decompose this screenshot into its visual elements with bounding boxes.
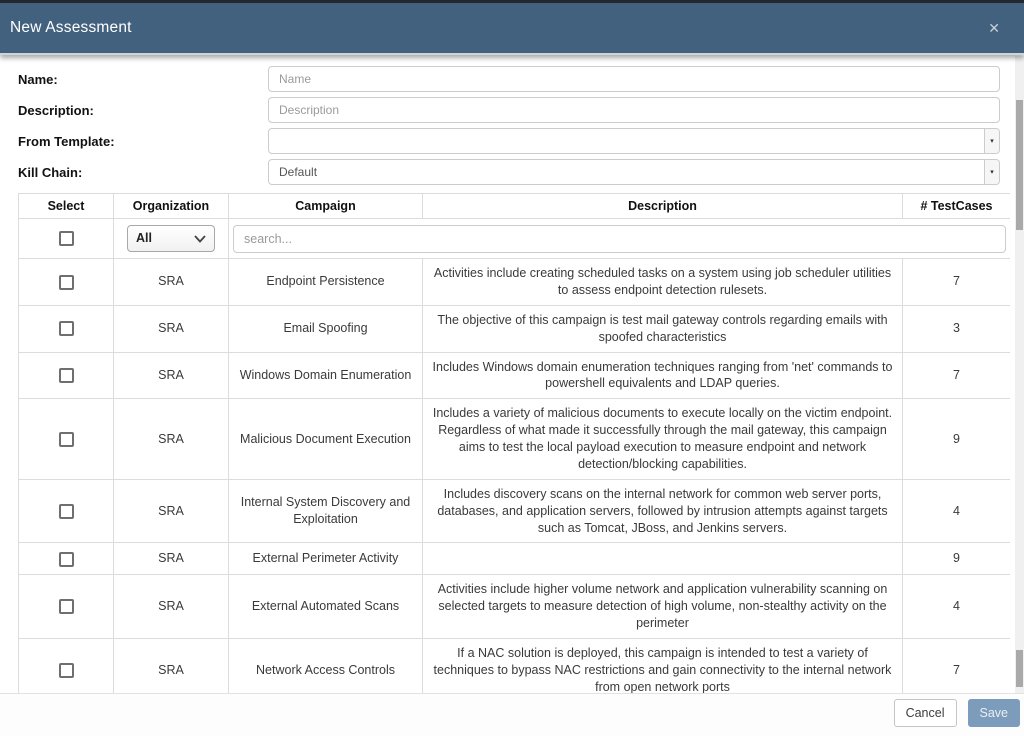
organization-filter-value: All [136,231,152,246]
row-select-cell [19,479,114,543]
row-testcases: 7 [903,259,1011,306]
row-select-checkbox[interactable] [59,275,74,290]
col-header-description: Description [423,194,903,219]
modal-header [0,0,1024,55]
select-all-checkbox[interactable] [59,231,74,246]
row-testcases: 4 [903,575,1011,639]
row-select-checkbox[interactable] [59,432,74,447]
col-header-testcases: # TestCases [903,194,1011,219]
row-organization: SRA [114,399,229,480]
row-organization: SRA [114,352,229,399]
col-header-select: Select [19,194,114,219]
row-select-cell [19,399,114,480]
row-campaign: Network Access Controls [229,639,423,694]
col-header-campaign: Campaign [229,194,423,219]
save-button[interactable]: Save [968,699,1021,727]
chevron-down-icon: ▾ [984,160,999,184]
row-testcases: 3 [903,305,1011,352]
row-description: Activities include higher volume network and application vulnerability scanning on selected targets to measure detection of high volume, non-stealthy activity on the perimeter [423,575,903,639]
row-campaign: External Perimeter Activity [229,543,423,575]
row-select-cell [19,352,114,399]
organization-filter-cell [114,219,229,259]
row-select-cell [19,305,114,352]
row-organization: SRA [114,259,229,306]
from-template-row [18,128,1000,154]
table-row [19,575,1011,639]
chevron-down-icon [194,235,206,243]
assessment-form [18,66,1000,190]
modal-footer [0,693,1024,736]
campaign-table-container [18,193,1010,693]
row-description: If a NAC solution is deployed, this campaign is intended to test a variety of techniques to bypass NAC restrictions and gain connectivity to the internal network from open network ports [423,639,903,694]
row-select-cell [19,575,114,639]
row-testcases: 9 [903,543,1011,575]
kill-chain-select[interactable] [268,159,1000,185]
kill-chain-value: Default [279,165,318,179]
row-campaign: External Automated Scans [229,575,423,639]
row-testcases: 4 [903,479,1011,543]
kill-chain-label: Kill Chain: [18,164,83,180]
row-testcases: 7 [903,352,1011,399]
row-description: Includes discovery scans on the internal network for common web server ports, databases, and application servers, followed by intrusion attempts against targets such as Tomcat, JBoss, and Jenkins servers. [423,479,903,543]
row-organization: SRA [114,479,229,543]
row-organization: SRA [114,575,229,639]
row-organization: SRA [114,543,229,575]
col-header-organization: Organization [114,194,229,219]
row-description: Activities include creating scheduled tasks on a system using job scheduler utilities to assess endpoint detection rulesets. [423,259,903,306]
page-top-strip [0,0,1024,3]
table-row [19,639,1011,694]
modal-title: New Assessment [10,19,132,36]
name-input[interactable] [268,66,1000,92]
table-row [19,259,1011,306]
name-label: Name: [18,71,58,87]
description-row [18,97,1000,123]
row-testcases: 9 [903,399,1011,480]
campaign-table [18,193,1010,693]
scrollbar-thumb-bottom[interactable] [1016,650,1023,687]
row-campaign: Internal System Discovery and Exploitation [229,479,423,543]
row-select-checkbox[interactable] [59,368,74,383]
name-row [18,66,1000,92]
row-select-checkbox[interactable] [59,663,74,678]
row-testcases: 7 [903,639,1011,694]
cancel-button[interactable]: Cancel [894,699,957,727]
close-icon[interactable]: ✕ [988,20,1000,36]
row-select-cell [19,639,114,694]
chevron-down-icon: ▾ [984,129,999,153]
table-row [19,399,1011,480]
search-cell [229,219,1011,259]
table-row [19,543,1011,575]
scrollbar-thumb[interactable] [1016,100,1023,230]
row-campaign: Windows Domain Enumeration [229,352,423,399]
row-description: The objective of this campaign is test mail gateway controls regarding emails with spoofed characteristics [423,305,903,352]
row-campaign: Malicious Document Execution [229,399,423,480]
kill-chain-row [18,159,1000,185]
row-select-checkbox[interactable] [59,321,74,336]
from-template-label: From Template: [18,133,115,149]
select-all-cell [19,219,114,259]
row-select-cell [19,259,114,306]
description-input[interactable] [268,97,1000,123]
row-campaign: Email Spoofing [229,305,423,352]
table-row [19,305,1011,352]
row-campaign: Endpoint Persistence [229,259,423,306]
row-select-checkbox[interactable] [59,599,74,614]
table-filter-row [19,219,1011,259]
row-select-cell [19,543,114,575]
search-input[interactable] [233,225,1006,253]
from-template-select[interactable] [268,128,1000,154]
row-select-checkbox[interactable] [59,552,74,567]
row-organization: SRA [114,305,229,352]
row-select-checkbox[interactable] [59,504,74,519]
organization-filter-select[interactable] [127,225,215,252]
row-organization: SRA [114,639,229,694]
description-label: Description: [18,102,94,118]
table-row [19,479,1011,543]
vertical-scrollbar[interactable] [1015,56,1024,693]
table-row [19,352,1011,399]
row-description [423,543,903,575]
row-description: Includes Windows domain enumeration techniques ranging from 'net' commands to powershell equivalents and LDAP queries. [423,352,903,399]
row-description: Includes a variety of malicious documents to execute locally on the victim endpoint. Regardless of what made it successfully through the mail gateway, this campaign aims to test the local payload execution to measure endpoint and network detection/blocking capabilities. [423,399,903,480]
table-header-row [19,194,1011,219]
